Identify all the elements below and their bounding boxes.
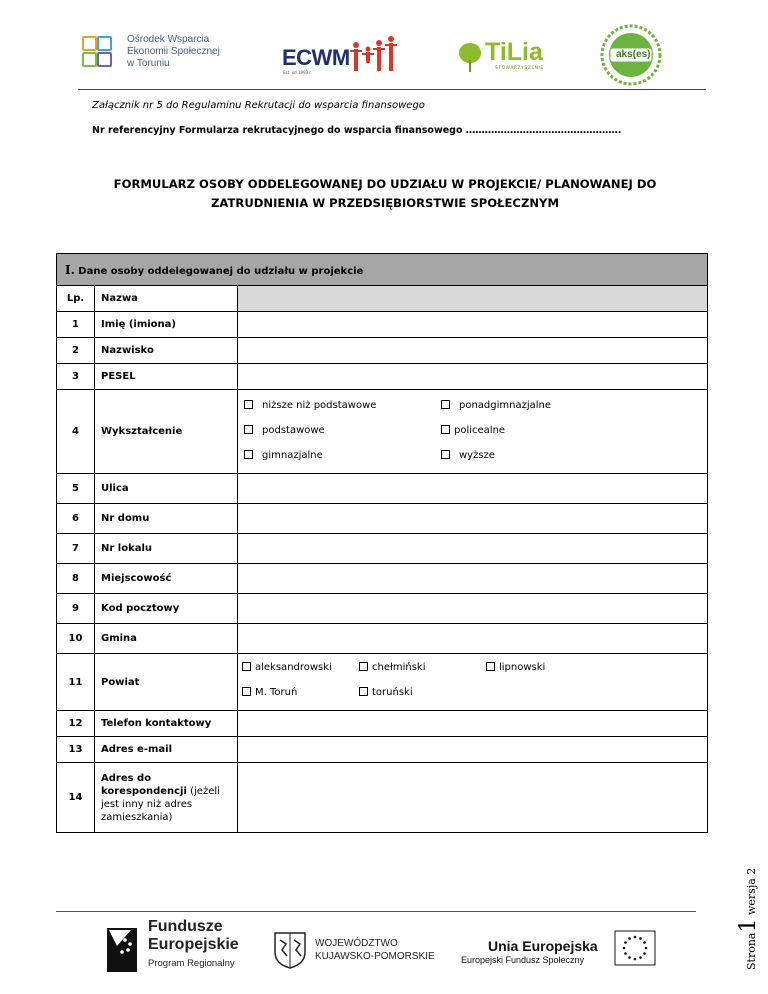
row-number: 3 [57,364,95,390]
section-number: I. [65,262,75,277]
eu-logo-subtitle: Europejski Fundusz Społeczny [461,955,585,965]
eu-star-icon [639,956,642,959]
tilia-logo-text: TiLia [485,38,543,66]
page-number-side [712,820,761,970]
house-number-field[interactable] [238,504,708,534]
postal-code-field[interactable] [238,594,708,624]
section-header [57,254,708,286]
field-label: Miejscowość [95,564,238,594]
logo-square-icon [82,52,97,67]
eu-star-icon [624,941,627,944]
street-field[interactable] [238,474,708,504]
city-field[interactable] [238,564,708,594]
fe-logo-title: Fundusze Europejskie [148,918,239,953]
county-option[interactable]: aleksandrowski [242,662,332,673]
row-number: 14 [57,763,95,833]
logo-square-icon [97,36,112,51]
last-name-field[interactable] [238,338,708,364]
checkbox-icon[interactable] [242,662,251,671]
field-label: PESEL [95,364,238,390]
field-label: Nr domu [95,504,238,534]
eu-star-icon [645,947,648,950]
eu-star-icon [634,936,637,939]
field-label: Ulica [95,474,238,504]
county-option[interactable]: lipnowski [486,662,545,673]
row-number: 6 [57,504,95,534]
checkbox-icon[interactable] [244,425,253,434]
education-option[interactable]: policealne [441,425,505,436]
eu-logo-title: Unia Europejska [488,938,598,954]
education-option[interactable]: niższe niż podstawowe [244,400,376,411]
checkbox-icon[interactable] [441,450,450,459]
coat-of-arms-icon [272,930,308,970]
field-label: Telefon kontaktowy [95,711,238,737]
eu-star-icon [628,937,631,940]
checkbox-icon[interactable] [359,687,368,696]
checkbox-icon[interactable] [486,662,495,671]
reference-number-line: Nr referencyjny Formularza rekrutacyjnego do wsparcia finansowego …………………………………………. [92,125,622,136]
field-label-bold: Adres do korespondencji [101,772,187,797]
municipality-field[interactable] [238,624,708,654]
owes-logo-text: Ośrodek Wsparcia Ekonomii Społecznej w Toruniu [127,34,220,69]
fe-logo-icon [103,924,141,974]
apartment-number-field[interactable] [238,534,708,564]
field-label: Adres e-mail [95,737,238,763]
email-field[interactable] [238,737,708,763]
field-label: Gmina [95,624,238,654]
page-label: Strona [745,932,758,970]
akses-logo-text: aks(es) [616,49,651,60]
education-options [238,390,708,474]
county-options [238,654,708,711]
pesel-field[interactable] [238,364,708,390]
akses-logo [598,24,664,86]
row-number: 9 [57,594,95,624]
column-header-name: Nazwa [95,286,238,312]
form-title-line: FORMULARZ OSOBY ODDELEGOWANEJ DO UDZIAŁU W PROJEKCIE/ PLANOWANEJ DO [113,177,657,191]
tilia-logo [455,38,565,78]
region-logo-text: WOJEWÓDZTWO KUJAWSKO-POMORSKIE [315,938,435,962]
row-number: 4 [57,390,95,474]
field-label: Nazwisko [95,338,238,364]
field-label: Powiat [95,654,238,711]
phone-field[interactable] [238,711,708,737]
form-title [110,175,660,213]
eu-star-icon [628,956,631,959]
logo-square-icon [97,52,112,67]
row-number: 13 [57,737,95,763]
education-option[interactable]: gimnazjalne [244,450,323,461]
row-number: 10 [57,624,95,654]
column-header-lp: Lp. [57,286,95,312]
field-label: Kod pocztowy [95,594,238,624]
county-option[interactable]: toruński [359,687,413,698]
logo-square-icon [82,36,97,51]
checkbox-icon[interactable] [244,450,253,459]
ecwm-logo [282,33,400,78]
field-label [95,763,238,833]
footer-divider [56,911,696,912]
checkbox-icon[interactable] [441,425,450,434]
header-divider [78,89,706,90]
ecwm-logo-small: Est. od 1993 r. [283,70,312,75]
field-label: Nr lokalu [95,534,238,564]
section-title: Dane osoby oddelegowanej do udziału w projekcie [78,265,364,277]
people-icon [348,35,400,75]
eu-star-icon [643,941,646,944]
checkbox-icon[interactable] [242,687,251,696]
fe-logo-subtitle: Program Regionalny [148,958,235,969]
form-title-line: ZATRUDNIENIA W PRZEDSIĘBIORSTWIE SPOŁECZNYM [211,196,559,210]
eu-star-icon [639,937,642,940]
leaf-icon [455,40,485,74]
education-option[interactable]: wyższe [441,450,495,461]
eu-star-icon [623,947,626,950]
field-label: Imię (imiona) [95,312,238,338]
first-name-field[interactable] [238,312,708,338]
page-number: 1 [736,918,761,933]
tilia-logo-sub: STOWARZYSZENIE [495,66,544,71]
row-number: 12 [57,711,95,737]
checkbox-icon[interactable] [441,400,450,409]
eu-star-icon [634,958,637,961]
row-number: 11 [57,654,95,711]
county-option[interactable]: M. Toruń [242,687,297,698]
checkbox-icon[interactable] [244,400,253,409]
owes-logo [80,30,230,78]
column-header-value [238,286,708,312]
education-option[interactable]: ponadgimnazjalne [441,400,551,411]
row-number: 5 [57,474,95,504]
ecwm-logo-text: ECWM [282,45,350,70]
correspondence-address-field[interactable] [238,763,708,833]
checkbox-icon[interactable] [359,662,368,671]
education-option[interactable]: podstawowe [244,425,325,436]
version-label: wersja 2 [745,867,758,916]
eu-star-icon [643,952,646,955]
attachment-note: Załącznik nr 5 do Regulaminu Rekrutacji do wsparcia finansowego [92,100,425,111]
row-number: 8 [57,564,95,594]
row-number: 2 [57,338,95,364]
field-label-note: (jeżeli jest inny niż adres zamieszkania) [101,785,220,823]
row-number: 7 [57,534,95,564]
applicant-data-table [56,253,708,833]
row-number: 1 [57,312,95,338]
eu-star-icon [624,952,627,955]
eu-flag-icon [614,930,656,966]
county-option[interactable]: chełmiński [359,662,425,673]
field-label: Wykształcenie [95,390,238,474]
